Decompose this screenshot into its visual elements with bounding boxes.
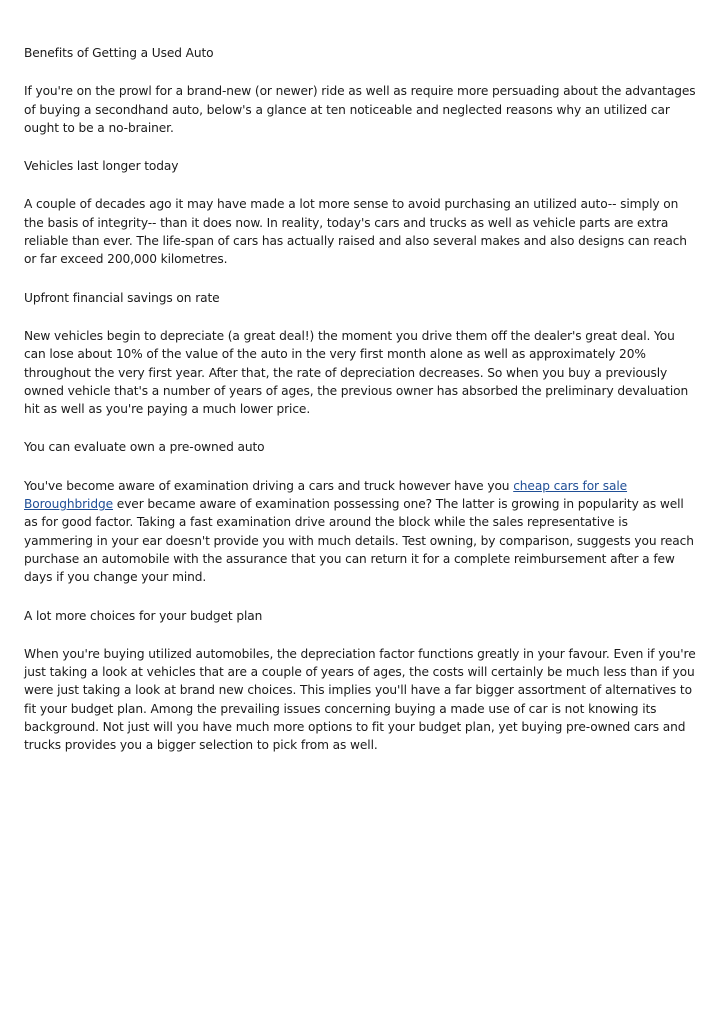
document-title: Benefits of Getting a Used Auto: [24, 46, 214, 60]
section-heading-vehicles-last-longer: Vehicles last longer today: [24, 159, 179, 174]
section-heading-upfront-savings: Upfront financial savings on rate: [24, 290, 220, 305]
document-body: [24, 44, 696, 775]
section-paragraph-more-choices: When you're buying utilized automobiles, the depreciation factor functions greatly in your favour. Even if you're just taking a look at vehicles that are a couple of years of ages, the costs will certainly be much less than if you were just taking a look at brand new choices. This implies you'll have a far bigger assortment of alternatives to fit your budget plan. Among the prevailing issues concerning buying a made use of car is not knowing its background. Not just will you have much more options to fit your budget plan, yet buying pre-owned cars and trucks provides you a bigger selection to pick from as well.: [24, 646, 696, 753]
section-paragraph-test-own: [24, 477, 696, 587]
section-heading-more-choices: A lot more choices for your budget plan: [24, 608, 263, 623]
paragraph-text-before-link: You've become aware of examination driving a cars and truck however have you: [24, 478, 514, 493]
section-paragraph-vehicles-last-longer: A couple of decades ago it may have made a lot more sense to avoid purchasing an utilized auto-- simply on the basis of integrity-- than it does now. In reality, today's cars and trucks as well as vehicle parts are extra reliable than ever. The life-span of cars has actually raised and also several makes and also designs can reach or far exceed 200,000 kilometres.: [24, 197, 687, 267]
section-paragraph-upfront-savings: New vehicles begin to depreciate (a great deal!) the moment you drive them off the dealer's great deal. You can lose about 10% of the value of the auto in the very first month alone as well as approximately 20% throughout the very first year. After that, the rate of depreciation decreases. So when you buy a previously owned vehicle that's a number of years of ages, the previous owner has absorbed the preliminary devaluation hit as well as you're paying a much lower price.: [24, 328, 689, 417]
paragraph-text-after-link: ever became aware of examination possessing one? The latter is growing in popularity as well as for good factor. Taking a fast examination drive around the block while the sales representative is yammering in your ear doesn't provide you with much details. Test owning, by comparison, suggests you reach purchase an automobile with the assurance that you can return it for a complete reimbursement after a few days if you change your mind.: [24, 497, 694, 585]
cheap-cars-link[interactable]: cheap cars for sale Boroughbridge: [24, 478, 628, 512]
section-heading-test-own: You can evaluate own a pre-owned auto: [24, 440, 265, 455]
intro-paragraph: If you're on the prowl for a brand-new (or newer) ride as well as require more persuading about the advantages of buying a secondhand auto, below's a glance at ten noticeable and neglected reasons why an utilized car ought to be a no-brainer.: [24, 84, 696, 135]
